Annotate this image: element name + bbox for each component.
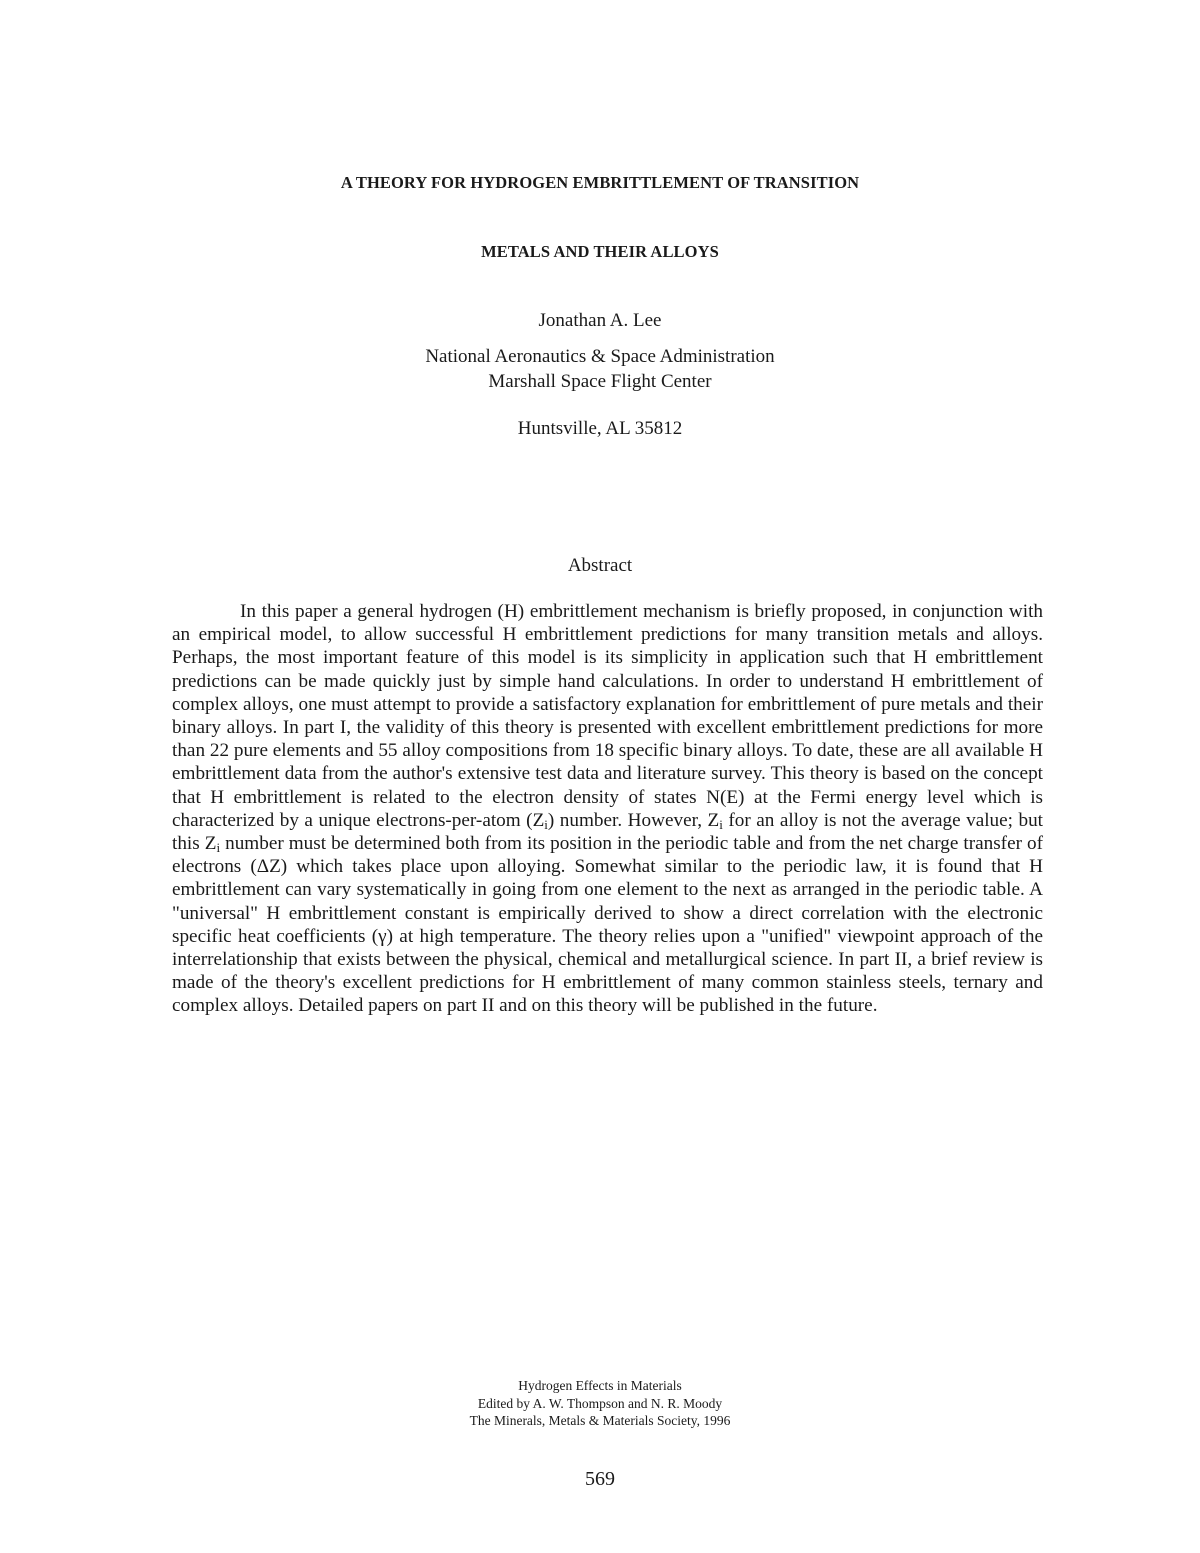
- subscript-i: i: [216, 840, 221, 856]
- abstract-paragraph: [172, 600, 1043, 1018]
- publication-footer: [0, 1377, 1200, 1430]
- subscript-i: i: [719, 816, 723, 832]
- affiliation-line-1: National Aeronautics & Space Administration: [425, 346, 775, 367]
- footer-line-2: Edited by A. W. Thompson and N. R. Moody: [477, 1395, 723, 1411]
- abstract-text-part-2: ) number. However, Z: [547, 809, 720, 831]
- abstract-text-part-1: In this paper a general hydrogen (H) embrittlement mechanism is briefly proposed, in conjunction with an empirical model, to allow successful H embrittlement predictions for many transition metals and alloys. Perhaps, the most important feature of this model is its simplicity in application such that H embrittlement predictions can be made quickly just by simple hand calculations. In order to understand H embrittlement of complex alloys, one must attempt to provide a satisfactory explanation for embrittlement of pure metals and their binary alloys. In part I, the validity of this theory is presented with excellent embrittlement predictions for more than 22 pure elements and 55 alloy compositions from 18 specific binary alloys. To date, these are all available H embrittlement data from the author's extensive test data and literature survey. This theory is based on the concept that H embrittlement is related to the electron density of states N(E) at the Fermi energy level which is characterized by a unique electrons-per-atom (Z: [172, 601, 1043, 831]
- footer-line-3: The Minerals, Metals & Materials Society, 1996: [469, 1413, 731, 1428]
- author-name: Jonathan A. Lee: [538, 310, 662, 331]
- affiliation-line-2: Marshall Space Flight Center: [488, 371, 712, 392]
- abstract-text-part-4: number must be determined both from its position in the periodic table and from the net charge transfer of electrons (ΔZ) which takes place upon alloying. Somewhat similar to the periodic law, it is found that H embrittlement can vary systematically in going from one element to the next as arranged in the periodic table. A "universal" H embrittlement constant is empirically derived to show a direct correlation with the electronic specific heat coefficients (γ) at high temperature. The theory relies upon a "unified" viewpoint approach of the interrelationship that exists between the physical, chemical and metallurgical science. In part II, a brief review is made of the theory's excellent predictions for H embrittlement of many common stainless steels, ternary and complex alloys. Detailed papers on part II and on this theory will be published in the future.: [172, 833, 1043, 1017]
- footer-line-1: Hydrogen Effects in Materials: [518, 1378, 682, 1393]
- subscript-i: i: [544, 816, 548, 832]
- abstract-heading: Abstract: [567, 555, 633, 576]
- abstract-text-part-3: for an alloy is not the average value; but this Z: [172, 809, 1043, 855]
- affiliation-location: Huntsville, AL 35812: [517, 418, 683, 439]
- paper-title-line-1: A THEORY FOR HYDROGEN EMBRITTLEMENT OF TRANSITION: [340, 173, 860, 192]
- paper-title-line-2: METALS AND THEIR ALLOYS: [481, 242, 719, 261]
- abstract-body: [172, 600, 1043, 1018]
- page-number: 569: [585, 1468, 615, 1490]
